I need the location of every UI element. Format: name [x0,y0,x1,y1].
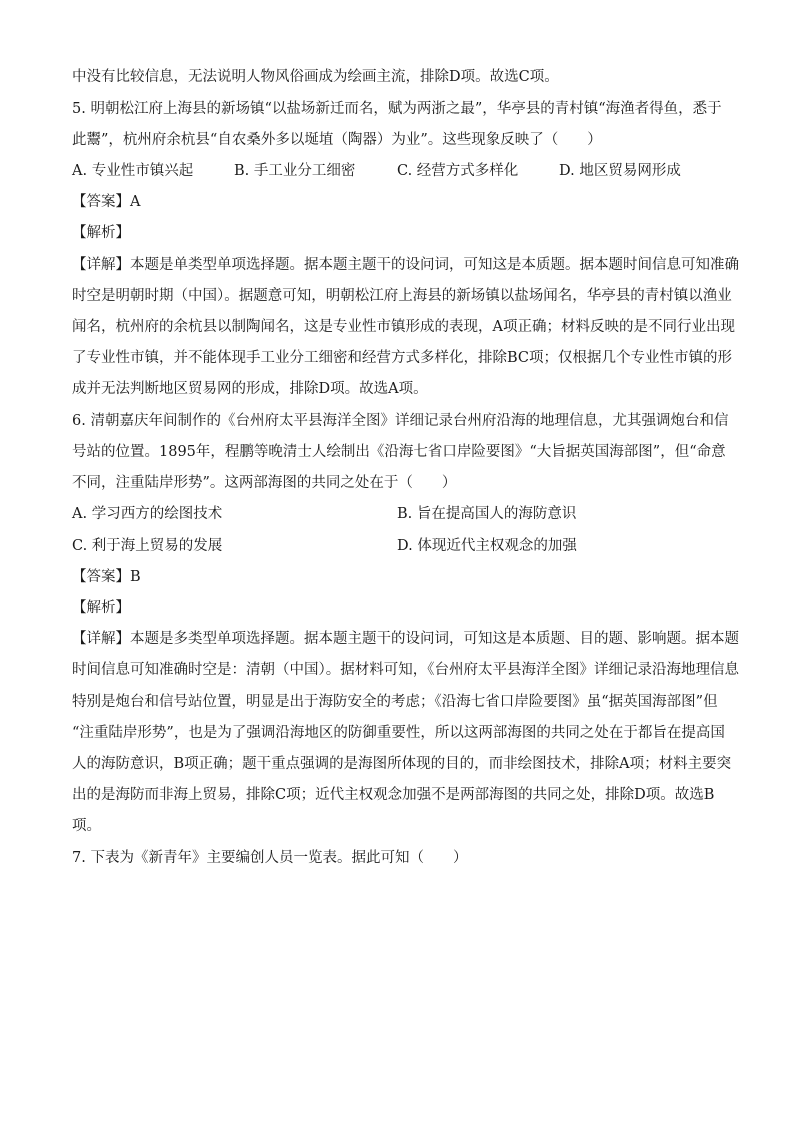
q5-answer: 【答案】A [72,194,141,210]
q6-option-c: C. 利于海上贸易的发展 [72,538,223,554]
q6-option-b: B. 旨在提高国人的海防意识 [397,506,577,522]
q6-detail: “注重陆岸形势”，也是为了强调沿海地区的防御重要性，所以这两部海图的共同之处在于都旨在提高国 [72,725,725,741]
q6-detail: 出的是海防而非海上贸易，排除C项；近代主权观念加强不是两部海图的共同之处，排除D项。故选B [72,787,715,803]
q5-detail: 时空是明朝时期（中国）。据题意可知，明朝松江府上海县的新场镇以盐场闻名，华亭县的青村镇以渔业 [72,288,732,304]
question-6-stem: 号站的位置。1895年，程鹏等晚清士人绘制出《沿海七省口岸险要图》“大旨据英国海部图”，但“命意 [72,444,726,460]
q6-option-a: A. 学习西方的绘图技术 [72,506,223,522]
q6-detail: 特别是炮台和信号站位置，明显是出于海防安全的考虑；《沿海七省口岸险要图》虽“据英国海部图”但 [72,694,718,710]
q6-analysis-heading: 【解析】 [72,600,130,616]
q5-option-b: B. 手工业分工细密 [234,163,356,179]
q6-option-d: D. 体现近代主权观念的加强 [397,538,577,554]
q6-answer: 【答案】B [72,569,141,585]
question-6-stem: 6. 清朝嘉庆年间制作的《台州府太平县海洋全图》详细记录台州府沿海的地理信息，尤其强调炮台和信 [72,413,729,429]
q5-option-d: D. 地区贸易网形成 [559,163,681,179]
question-6-stem: 不同，注重陆岸形势”。这两部海图的共同之处在于（ ） [72,475,457,491]
q6-detail: 【详解】本题是多类型单项选择题。据本题主题干的设问词，可知这是本质题、目的题、影响题。据本题 [72,631,739,647]
question-7-stem: 7. 下表为《新青年》主要编创人员一览表。据此可知（ ） [72,850,468,866]
q5-analysis-heading: 【解析】 [72,225,130,241]
q6-detail: 项。 [72,818,101,834]
question-5-stem: 5. 明朝松江府上海县的新场镇“以盐场新迁而名，赋为两浙之最”，华亭县的青村镇“海渔者得鱼，悉于 [72,101,722,117]
q5-detail: 闻名，杭州府的余杭县以制陶闻名，这是专业性市镇形成的表现，A项正确；材料反映的是不同行业出现 [72,319,735,335]
text-line: 中没有比较信息，无法说明人物风俗画成为绘画主流，排除D项。故选C项。 [72,69,559,85]
question-5-stem: 此鬻”，杭州府余杭县“自农桑外多以埏埴（陶器）为业”。这些现象反映了（ ） [72,132,602,148]
q5-option-c: C. 经营方式多样化 [397,163,519,179]
q5-detail: 【详解】本题是单类型单项选择题。据本题主题干的设问词，可知这是本质题。据本题时间信息可知准确 [72,257,739,273]
q6-detail: 时间信息可知准确时空是：清朝（中国）。据材料可知，《台州府太平县海洋全图》详细记录沿海地理信息 [72,662,739,678]
q6-detail: 人的海防意识，B项正确；题干重点强调的是海图所体现的目的，而非绘图技术，排除A项；材料主要突 [72,756,732,772]
q5-option-a: A. 专业性市镇兴起 [72,163,194,179]
q5-detail: 成并无法判断地区贸易网的形成，排除D项。故选A项。 [72,381,428,397]
q5-detail: 了专业性市镇，并不能体现手工业分工细密和经营方式多样化，排除BC项；仅根据几个专业性市镇的形 [72,350,733,366]
